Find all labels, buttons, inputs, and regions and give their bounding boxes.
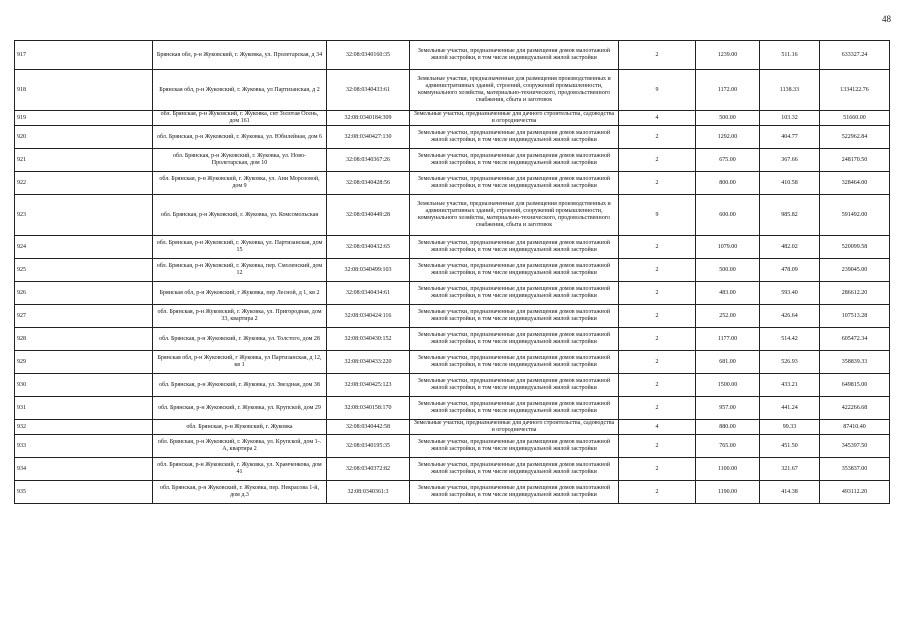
address-cell: обл. Брянская, р-н Жуковский, г. Жуковка, ул. Звездная, дом 38 [153, 374, 327, 397]
land-use-cell: Земельные участки, предназначенные для размещения домов малоэтажной жилой застройки, в том числе индивидуальной жилой застройки [410, 374, 619, 397]
row-number: 935 [15, 481, 153, 504]
row-number: 924 [15, 236, 153, 259]
cadastral-number-cell: 32:08:0340427:130 [327, 126, 410, 149]
area-cell: 1190.00 [696, 481, 760, 504]
address-cell: Брянская обл, р-н Жуковский, г Жуковка, ул Партизанская, д 12, кв 1 [153, 351, 327, 374]
cadastral-number-cell: 32:08:0340424:116 [327, 305, 410, 328]
unit-value-cell: 414.38 [760, 481, 820, 504]
cadastral-value-cell: 520099.58 [820, 236, 890, 259]
cadastral-value-cell: 328464.00 [820, 172, 890, 195]
row-number: 919 [15, 111, 153, 126]
unit-value-cell: 99.33 [760, 420, 820, 435]
cadastral-number-cell: 32:08:0340195:35 [327, 435, 410, 458]
address-cell: Брянская обл, р-н Жуковский, г Жуковка, пер Лесной, д 1, кв 2 [153, 282, 327, 305]
land-use-cell: Земельные участки, предназначенные для размещения домов малоэтажной жилой застройки, в том числе индивидуальной жилой застройки [410, 259, 619, 282]
cadastral-value-cell: 239045.00 [820, 259, 890, 282]
cadastral-value-cell: 605472.34 [820, 328, 890, 351]
unit-value-cell: 511.16 [760, 41, 820, 70]
unit-value-cell: 321.67 [760, 458, 820, 481]
row-number: 921 [15, 149, 153, 172]
land-use-cell: Земельные участки, предназначенные для размещения домов малоэтажной жилой застройки, в том числе индивидуальной жилой застройки [410, 172, 619, 195]
area-cell: 1500.00 [696, 374, 760, 397]
land-use-cell: Земельные участки, предназначенные для размещения домов малоэтажной жилой застройки, в том числе индивидуальной жилой застройки [410, 328, 619, 351]
group-cell: 2 [619, 435, 696, 458]
land-use-cell: Земельные участки, предназначенные для размещения домов малоэтажной жилой застройки, в том числе индивидуальной жилой застройки [410, 149, 619, 172]
row-number: 930 [15, 374, 153, 397]
cadastral-value-cell: 422266.68 [820, 397, 890, 420]
cadastral-number-cell: 32:08:0340160:35 [327, 41, 410, 70]
row-number: 926 [15, 282, 153, 305]
row-number: 927 [15, 305, 153, 328]
unit-value-cell: 526.93 [760, 351, 820, 374]
unit-value-cell: 433.21 [760, 374, 820, 397]
unit-value-cell: 514.42 [760, 328, 820, 351]
land-use-cell: Земельные участки, предназначенные для размещения домов малоэтажной жилой застройки, в том числе индивидуальной жилой застройки [410, 282, 619, 305]
group-cell: 2 [619, 397, 696, 420]
table-row [15, 111, 890, 126]
row-number: 923 [15, 195, 153, 236]
cadastral-number-cell: 32:08:0340499:103 [327, 259, 410, 282]
cadastral-value-cell: 51660.00 [820, 111, 890, 126]
cadastral-number-cell: 32:08:0340430:152 [327, 328, 410, 351]
row-number: 929 [15, 351, 153, 374]
area-cell: 675.00 [696, 149, 760, 172]
table-row [15, 259, 890, 282]
row-number: 928 [15, 328, 153, 351]
cadastral-number-cell: 32:08:0340367:26 [327, 149, 410, 172]
address-cell: Брянская обл, р-н Жуковский, г. Жуковка, ул. Пролетарская, д 34 [153, 41, 327, 70]
page-number: 48 [882, 14, 891, 24]
group-cell: 2 [619, 374, 696, 397]
unit-value-cell: 482.02 [760, 236, 820, 259]
cadastral-number-cell: 32:08:0340184:309 [327, 111, 410, 126]
group-cell: 2 [619, 458, 696, 481]
group-cell: 2 [619, 351, 696, 374]
cadastral-number-cell: 32:08:0340425:123 [327, 374, 410, 397]
address-cell: обл. Брянская, р-н Жуковский, г. Жуковка, ул. Храмченкова, дом 41 [153, 458, 327, 481]
unit-value-cell: 404.77 [760, 126, 820, 149]
cadastral-number-cell: 32:08:0340449:28 [327, 195, 410, 236]
table-row [15, 458, 890, 481]
cadastral-number-cell: 32:08:0340432:65 [327, 236, 410, 259]
cadastral-number-cell: 32:08:0340433:61 [327, 70, 410, 111]
address-cell: обл. Брянская, р-н Жуковский, г. Жуковка, снт Золотая Осень, дом 161 [153, 111, 327, 126]
unit-value-cell: 985.82 [760, 195, 820, 236]
table-row [15, 126, 890, 149]
row-number: 932 [15, 420, 153, 435]
area-cell: 252.00 [696, 305, 760, 328]
address-cell: обл. Брянская, р-н Жуковский, г. Жуковка, ул. Комсомольская [153, 195, 327, 236]
table-row [15, 351, 890, 374]
area-cell: 600.00 [696, 195, 760, 236]
area-cell: 681.00 [696, 351, 760, 374]
address-cell: обл. Брянская, р-н Жуковский, г. Жуковка, пер. Смоленский, дом 12 [153, 259, 327, 282]
table-row [15, 435, 890, 458]
cadastral-number-cell: 32:08:0340158:170 [327, 397, 410, 420]
area-cell: 483.00 [696, 282, 760, 305]
row-number: 933 [15, 435, 153, 458]
row-number: 934 [15, 458, 153, 481]
land-use-cell: Земельные участки, предназначенные для размещения домов малоэтажной жилой застройки, в том числе индивидуальной жилой застройки [410, 126, 619, 149]
unit-value-cell: 441.24 [760, 397, 820, 420]
unit-value-cell: 103.32 [760, 111, 820, 126]
cadastral-value-cell: 358839.33 [820, 351, 890, 374]
row-number: 922 [15, 172, 153, 195]
group-cell: 2 [619, 282, 696, 305]
area-cell: 1172.00 [696, 70, 760, 111]
cadastral-value-cell: 87410.40 [820, 420, 890, 435]
cadastral-value-cell: 649815.00 [820, 374, 890, 397]
row-number: 931 [15, 397, 153, 420]
address-cell: обл. Брянская, р-н Жуковский, г. Жуковка, ул. Ани Морозовой, дом 9 [153, 172, 327, 195]
land-use-cell: Земельные участки, предназначенные для размещения производственных и административных зданий, строений, сооружений промышленности, коммунального хозяйства, материально-технического, продовольственного снабжения, сбыта и заготовок [410, 195, 619, 236]
address-cell: обл. Брянская, р-н Жуковский, г. Жуковка, пер. Некрасова 1-й, дом д.3 [153, 481, 327, 504]
group-cell: 2 [619, 172, 696, 195]
unit-value-cell: 367.66 [760, 149, 820, 172]
group-cell: 9 [619, 195, 696, 236]
unit-value-cell: 478.09 [760, 259, 820, 282]
table-row [15, 328, 890, 351]
cadastral-value-table [14, 40, 890, 504]
table-row [15, 195, 890, 236]
table-row [15, 236, 890, 259]
row-number: 925 [15, 259, 153, 282]
group-cell: 2 [619, 236, 696, 259]
cadastral-number-cell: 32:08:0340428:56 [327, 172, 410, 195]
area-cell: 1177.00 [696, 328, 760, 351]
area-cell: 1079.00 [696, 236, 760, 259]
table-row [15, 374, 890, 397]
cadastral-value-cell: 107513.28 [820, 305, 890, 328]
group-cell: 4 [619, 420, 696, 435]
cadastral-number-cell: 32:08:0340372:82 [327, 458, 410, 481]
unit-value-cell: 451.50 [760, 435, 820, 458]
cadastral-value-cell: 522962.84 [820, 126, 890, 149]
cadastral-number-cell: 32:08:0340361:3 [327, 481, 410, 504]
table-row [15, 481, 890, 504]
cadastral-number-cell: 32:08:0340442:58 [327, 420, 410, 435]
group-cell: 4 [619, 111, 696, 126]
group-cell: 2 [619, 149, 696, 172]
address-cell: обл. Брянская, р-н Жуковский, г. Жуковка [153, 420, 327, 435]
area-cell: 500.00 [696, 111, 760, 126]
cadastral-value-cell: 493112.20 [820, 481, 890, 504]
group-cell: 2 [619, 328, 696, 351]
land-use-cell: Земельные участки, предназначенные для размещения домов малоэтажной жилой застройки, в том числе индивидуальной жилой застройки [410, 397, 619, 420]
area-cell: 1292.00 [696, 126, 760, 149]
table-row [15, 305, 890, 328]
cadastral-value-cell: 345397.50 [820, 435, 890, 458]
table-row [15, 70, 890, 111]
land-use-cell: Земельные участки, предназначенные для размещения домов малоэтажной жилой застройки, в том числе индивидуальной жилой застройки [410, 435, 619, 458]
cadastral-value-cell: 248170.50 [820, 149, 890, 172]
table-row [15, 420, 890, 435]
address-cell: обл. Брянская, р-н Жуковский, г. Жуковка, ул. Ново-Пролетарская, дом 10 [153, 149, 327, 172]
address-cell: обл. Брянская, р-н Жуковский, г. Жуковка, ул. Толстого, дом 28 [153, 328, 327, 351]
group-cell: 2 [619, 126, 696, 149]
row-number: 917 [15, 41, 153, 70]
unit-value-cell: 593.40 [760, 282, 820, 305]
unit-value-cell: 426.64 [760, 305, 820, 328]
area-cell: 880.00 [696, 420, 760, 435]
area-cell: 765.00 [696, 435, 760, 458]
group-cell: 2 [619, 41, 696, 70]
land-use-cell: Земельные участки, предназначенные для размещения домов малоэтажной жилой застройки, в том числе индивидуальной жилой застройки [410, 481, 619, 504]
area-cell: 500.00 [696, 259, 760, 282]
cadastral-value-cell: 286612.20 [820, 282, 890, 305]
address-cell: обл. Брянская, р-н Жуковский, г. Жуковка, ул. Крупской, дом 29 [153, 397, 327, 420]
cadastral-value-cell: 1334122.76 [820, 70, 890, 111]
land-use-cell: Земельные участки, предназначенные для размещения домов малоэтажной жилой застройки, в том числе индивидуальной жилой застройки [410, 236, 619, 259]
area-cell: 957.00 [696, 397, 760, 420]
area-cell: 1239.00 [696, 41, 760, 70]
address-cell: обл. Брянская, р-н Жуковский, г. Жуковка, ул. Пригородная, дом 33, квартира 2 [153, 305, 327, 328]
table-row [15, 41, 890, 70]
unit-value-cell: 1138.33 [760, 70, 820, 111]
cadastral-number-cell: 32:08:0340433:220 [327, 351, 410, 374]
group-cell: 2 [619, 481, 696, 504]
group-cell: 9 [619, 70, 696, 111]
row-number: 920 [15, 126, 153, 149]
area-cell: 1100.00 [696, 458, 760, 481]
land-use-cell: Земельные участки, предназначенные для размещения производственных и административных зданий, строений, сооружений промышленности, коммунального хозяйства, материально-технического, продовольственного снабжения, сбыта и заготовок [410, 70, 619, 111]
land-use-cell: Земельные участки, предназначенные для размещения домов малоэтажной жилой застройки, в том числе индивидуальной жилой застройки [410, 41, 619, 70]
row-number: 918 [15, 70, 153, 111]
table-row [15, 149, 890, 172]
land-use-cell: Земельные участки, предназначенные для размещения домов малоэтажной жилой застройки, в том числе индивидуальной жилой застройки [410, 305, 619, 328]
cadastral-value-cell: 353837.00 [820, 458, 890, 481]
address-cell: Брянская обл, р-н Жуковский, г. Жуковка, ул Партизанская, д 2 [153, 70, 327, 111]
address-cell: обл. Брянская, р-н Жуковский, г. Жуковка, ул. Партизанская, дом 15 [153, 236, 327, 259]
cadastral-value-cell: 633327.24 [820, 41, 890, 70]
unit-value-cell: 410.58 [760, 172, 820, 195]
land-use-cell: Земельные участки, предназначенные для размещения домов малоэтажной жилой застройки, в том числе индивидуальной жилой застройки [410, 458, 619, 481]
cadastral-value-cell: 591492.00 [820, 195, 890, 236]
land-use-cell: Земельные участки, предназначенные для размещения домов малоэтажной жилой застройки, в том числе индивидуальной жилой застройки [410, 351, 619, 374]
table-row [15, 172, 890, 195]
group-cell: 2 [619, 259, 696, 282]
land-use-cell: Земельные участки, предназначенные для дачного строительства, садоводства и огородничества [410, 420, 619, 435]
address-cell: обл. Брянская, р-н Жуковский, г. Жуковка, ул. Крупской, дом 1-. А, квартира 2 [153, 435, 327, 458]
area-cell: 800.00 [696, 172, 760, 195]
table-row [15, 397, 890, 420]
address-cell: обл. Брянская, р-н Жуковский, г. Жуковка, ул. Юбилейная, дом 6 [153, 126, 327, 149]
table-row [15, 282, 890, 305]
cadastral-number-cell: 32:08:0340434:61 [327, 282, 410, 305]
land-use-cell: Земельные участки, предназначенные для дачного строительства, садоводства и огородничества [410, 111, 619, 126]
group-cell: 2 [619, 305, 696, 328]
